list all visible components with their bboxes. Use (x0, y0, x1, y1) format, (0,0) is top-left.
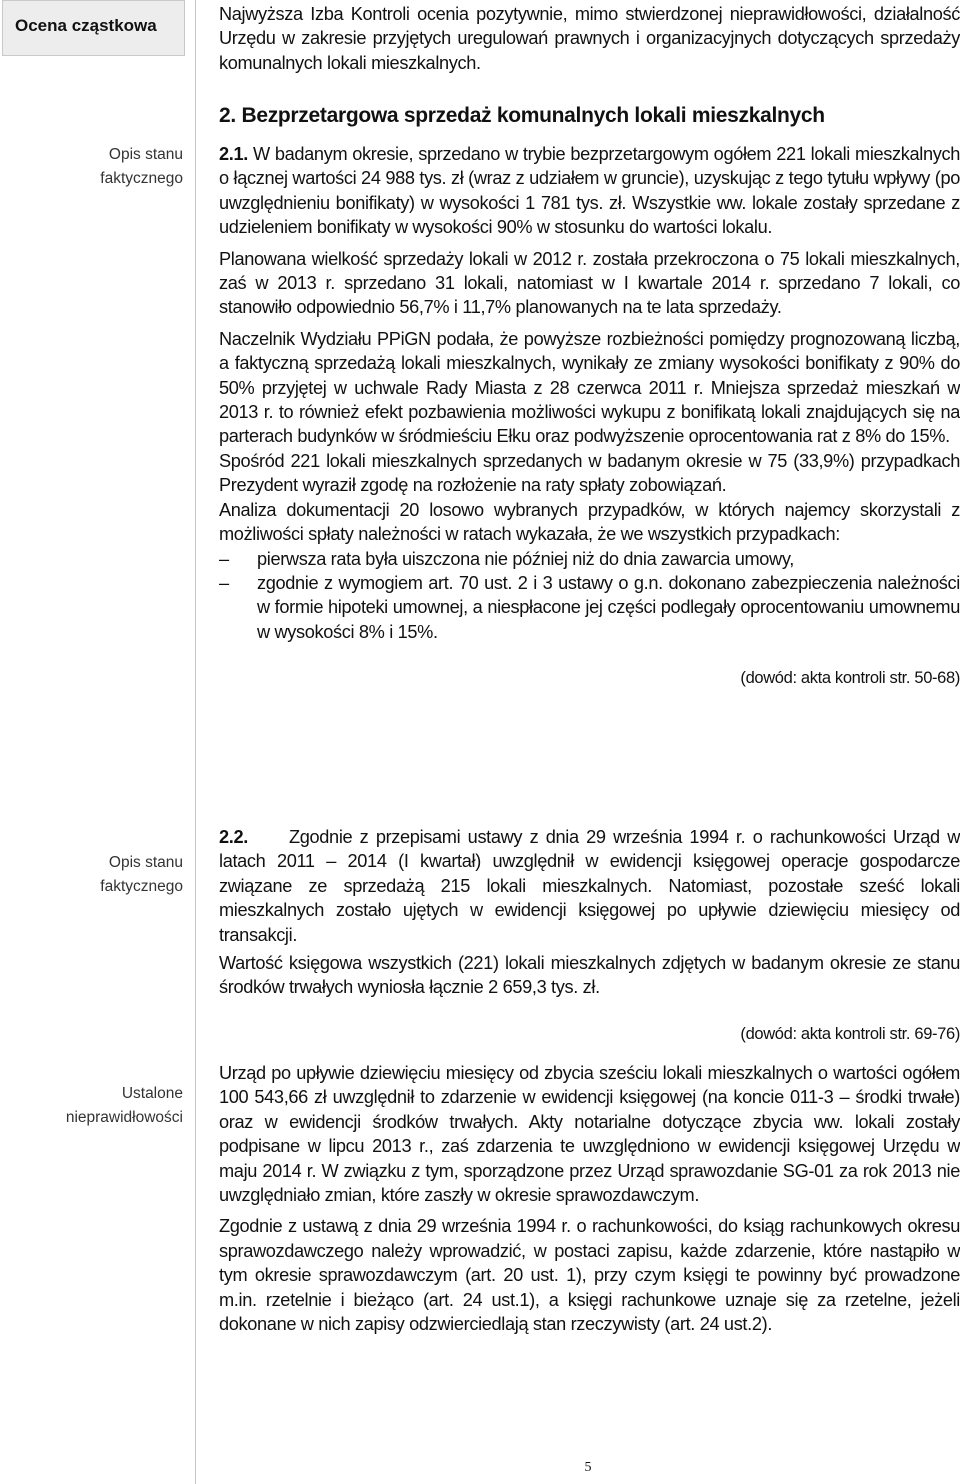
sidebar-note-state-2: Opis stanu faktycznego (100, 854, 183, 895)
sidebar-note-irregularities: Ustalone nieprawidłowości (65, 1085, 183, 1126)
section-2-2 (219, 825, 960, 1046)
section-heading: 2. Bezprzetargowa sprzedaż komunalnych lokali mieszkalnych (219, 104, 825, 127)
section-2-1-paragraph-1: 2.1. W badanym okresie, sprzedano w trybie bezprzetargowym ogółem 221 lokali mieszkalnych o łącznej wartości 24 988 tys. zł (wraz z udziałem w gruncie), uzyskując z tego tytułu wpływy (po uwzględnieniu bonifikaty) w wysokości 1 781 tys. zł. Wszystkie ww. lokale zostały sprzedane z udzieleniem bonifikaty w wysokości 90% w stosunku do wartości lokalu. (219, 144, 960, 238)
section-2-1-paragraph-4: Spośród 221 lokali mieszkalnych sprzedanych w badanym okresie w 75 (33,9%) przypadkach Prezydent wyraził zgodę na rozłożenie na raty spłaty zobowiązań. (219, 450, 960, 496)
section-2-2-paragraph-1: 2.2. Zgodnie z przepisami ustawy z dnia 29 września 1994 r. o rachunkowości Urząd w latach 2011 – 2014 (I kwartał) uwzględnił w ewidencji księgowej operacje gospodarcze związane ze sprzedażą 215 lokali mieszkalnych. Natomiast, pozostałe sześć lokali mieszkalnych zostało ujętych w ewidencji księgowej po upływie dziewięciu miesięcy od transakcji. (219, 827, 960, 945)
dash-bullet-icon: – (219, 572, 229, 593)
evidence-reference-1: (dowód: akta kontroli str. 50-68) (740, 669, 960, 688)
intro-paragraph: Najwyższa Izba Kontroli ocenia pozytywnie, mimo stwierdzonej nieprawidłowości, działalność Urzędu w zakresie przyjętych uregulowań prawnych i organizacyjnych dotyczących sprzedaży komunalnych lokali mieszkalnych. (219, 4, 960, 73)
dash-list (219, 547, 960, 645)
sidebar-note-state-1: Opis stanu faktycznego (100, 146, 183, 187)
section-2-1-paragraph-5: Analiza dokumentacji 20 losowo wybranych przypadków, w których najemcy skorzystali z możliwości spłaty należności w ratach wykazała, że we wszystkich przypadkach: (219, 499, 960, 545)
section-2-2-number: 2.2. (219, 827, 248, 847)
list-item: – pierwsza rata była uiszczona nie później niż do dnia zawarcia umowy, (219, 547, 960, 571)
sidebar-divider (195, 0, 196, 1484)
sidebar-title: Ocena cząstkowa (15, 16, 157, 35)
section-2-1 (219, 142, 960, 691)
findings (219, 1061, 960, 1336)
section-2-2-paragraph-2: Wartość księgowa wszystkich (221) lokali mieszkalnych zdjętych w badanym okresie ze stanu środków trwałych wyniosła łącznie 2 659,3 tys. zł. (219, 953, 960, 998)
section-2-1-paragraph-3: Naczelnik Wydziału PPiGN podała, że powyższe rozbieżności pomiędzy prognozowaną liczbą, a faktyczną sprzedażą lokali mieszkalnych, wynikały ze zmiany wysokości bonifikaty z 90% do 50% przyjętej w uchwale Rady Miasta z 28 czerwca 2011 r. Mniejsza sprzedaż mieszkań w 2013 r. to również efekt pozbawienia możliwości wykupu z bonifikatą lokali znajdujących się na parterach budynków w śródmieściu Ełku oraz podwyższenie oprocentowania rat z 8% do 15%. (219, 328, 960, 447)
findings-paragraph-2: Zgodnie z ustawą z dnia 29 września 1994 r. o rachunkowości, do ksiąg rachunkowych okresu sprawozdawczego należy wprowadzić, w postaci zapisu, każde zdarzenie, które nastąpiło w tym okresie sprawozdawczym (art. 20 ust. 1), przy czym księgi te powinny być prowadzone m.in. rzetelnie i bieżąco (art. 24 ust.1), a księgi rachunkowe uznaje się za rzetelne, jeżeli dokonane w nich zapisy odzwierciedlają stan rzeczywisty (art. 24 ust.2). (219, 1216, 960, 1335)
findings-paragraph-1: Urząd po upływie dziewięciu miesięcy od zbycia sześciu lokali mieszkalnych o wartości ogółem 100 543,66 zł uwzględnił to zdarzenie w ewidencji księgowej (na koncie 011-3 – środki trwałe) oraz w ewidencji środków trwałych. Akty notarialne dotyczące zbycia ww. lokali zostały podpisane w lipcu 2013 r., zaś zdarzenia te uwzględniono w ewidencji księgowej Urzędu w maju 2014 r. W związku z tym, sporządzone przez Urząd sprawozdanie SG-01 za rok 2013 nie uwzględniało zmian, które zaszły w okresie sprawozdawczym. (219, 1063, 960, 1206)
section-2-1-paragraph-2: Planowana wielkość sprzedaży lokali w 2012 r. została przekroczona o 75 lokali mieszkalnych, zaś w 2013 r. sprzedano 31 lokali, natomiast w I kwartale 2014 r. sprzedano 7 lokali, co stanowiło odpowiednio 56,7% i 11,7% planowanych na te lata sprzedaży. (219, 248, 960, 318)
sidebar-title-box (2, 0, 185, 56)
evidence-reference-2: (dowód: akta kontroli str. 69-76) (740, 1024, 960, 1043)
page-number: 5 (584, 1460, 592, 1475)
section-2-1-number: 2.1. (219, 144, 248, 164)
dash-bullet-icon: – (219, 548, 229, 569)
list-item: – zgodnie z wymogiem art. 70 ust. 2 i 3 ustawy o g.n. dokonano zabezpieczenia należności w formie hipoteki umownej, a niespłacone jej części podlegały oprocentowaniu umownemu w wysokości 8% i 15%. (219, 572, 960, 642)
